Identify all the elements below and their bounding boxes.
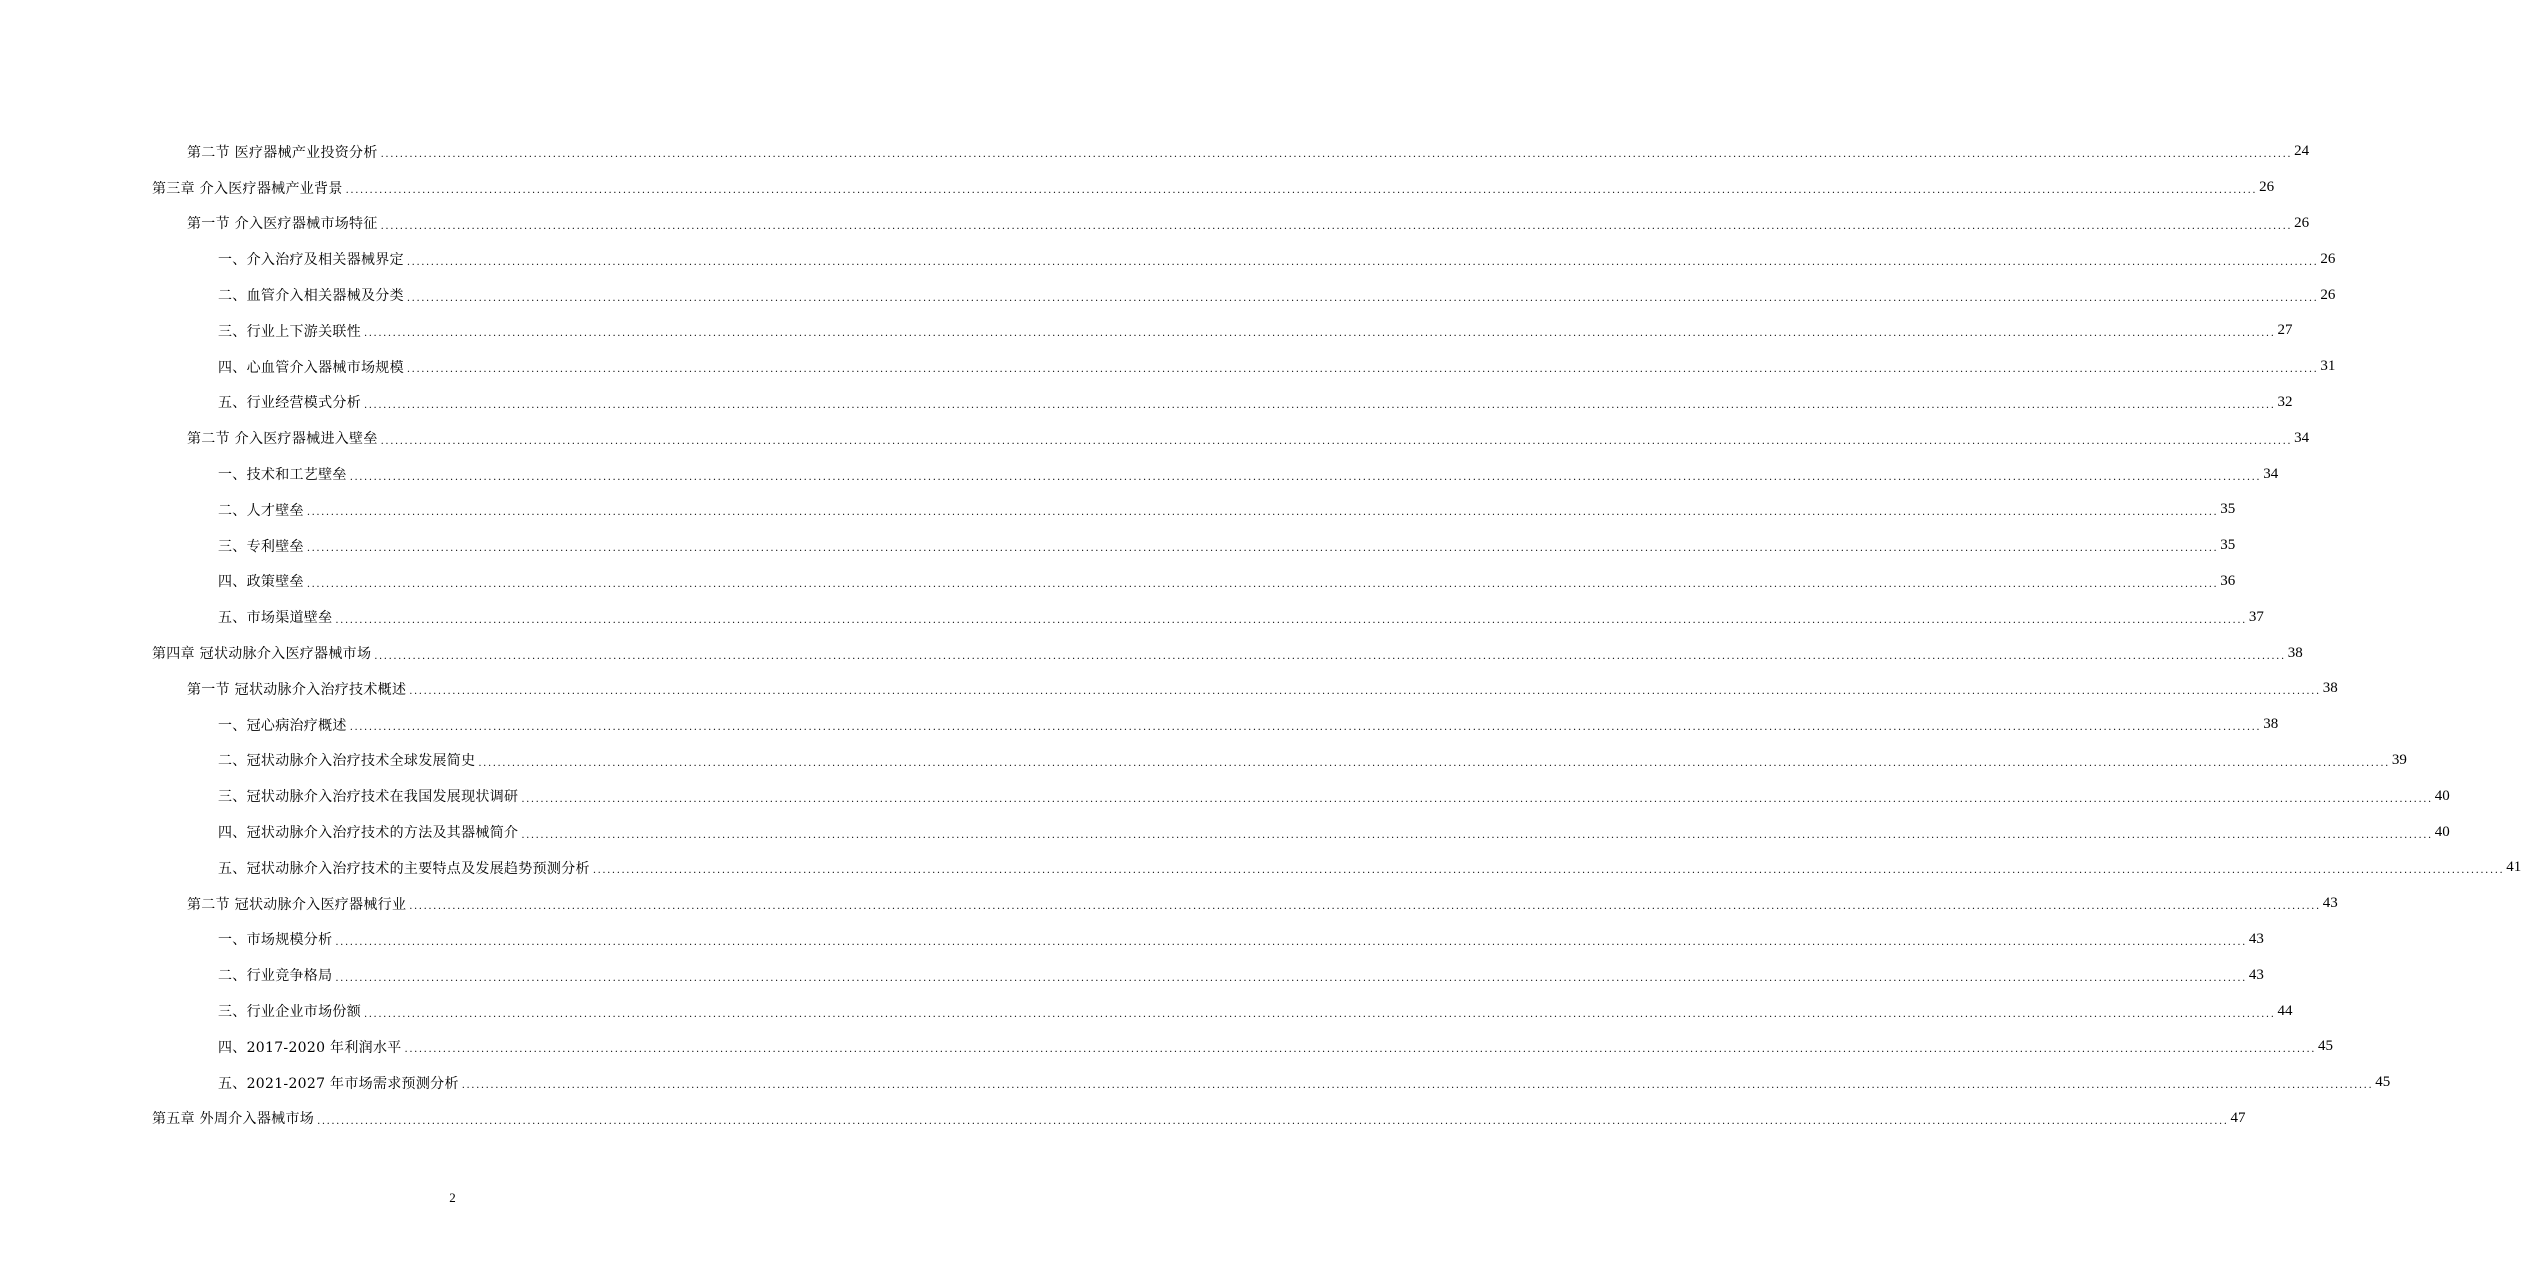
toc-entry[interactable] (0, 743, 2407, 779)
toc-entry-title: 四、冠状动脉介入治疗技术的方法及其器械简介 (218, 825, 519, 842)
toc-leader-dots: ................................................................................................................................................................................................................................................................................................................................................................................................................ (306, 507, 2219, 519)
toc-entry-page: 34 (2294, 429, 2310, 446)
toc-entry-title: 一、技术和工艺壁垒 (218, 467, 347, 484)
toc-entry-page: 37 (2248, 608, 2264, 625)
toc-leader-dots: ................................................................................................................................................................................................................................................................................................................................................................................................................ (521, 829, 2433, 841)
toc-entry[interactable] (0, 206, 2310, 242)
toc-entry-page: 24 (2294, 143, 2310, 160)
toc-entry-title: 第二节 医疗器械产业投资分析 (187, 144, 378, 161)
toc-entry-title: 一、市场规模分析 (218, 932, 333, 949)
toc-leader-dots: ................................................................................................................................................................................................................................................................................................................................................................................................................ (380, 435, 2293, 447)
toc-entry[interactable] (0, 1065, 2391, 1101)
toc-entry-page: 26 (2320, 286, 2336, 303)
toc-entry-page: 31 (2320, 358, 2336, 375)
toc-entry-page: 40 (2434, 787, 2450, 804)
toc-entry[interactable] (0, 492, 2236, 528)
toc-entry-title: 三、专利壁垒 (218, 538, 304, 555)
toc-leader-dots: ................................................................................................................................................................................................................................................................................................................................................................................................................ (406, 256, 2319, 268)
toc-entry-page: 40 (2434, 823, 2450, 840)
toc-entry-title: 二、行业竞争格局 (218, 968, 333, 985)
toc-entry-page: 45 (2318, 1038, 2334, 1055)
toc-entry-title: 四、政策壁垒 (218, 574, 304, 591)
toc-entry-page: 32 (2277, 393, 2293, 410)
toc-entry[interactable] (0, 1029, 2334, 1065)
toc-entry[interactable] (0, 170, 2275, 206)
toc-leader-dots: ................................................................................................................................................................................................................................................................................................................................................................................................................ (478, 757, 2390, 769)
toc-leader-dots: ................................................................................................................................................................................................................................................................................................................................................................................................................ (317, 1115, 2229, 1127)
toc-entry-page: 38 (2287, 644, 2303, 661)
toc-entry[interactable] (0, 850, 2521, 886)
toc-entry[interactable] (0, 599, 2264, 635)
toc-entry[interactable] (0, 886, 2338, 922)
toc-entry[interactable] (0, 1101, 2246, 1137)
toc-leader-dots: ................................................................................................................................................................................................................................................................................................................................................................................................................ (335, 614, 2247, 626)
toc-entry-title: 二、冠状动脉介入治疗技术全球发展简史 (218, 753, 476, 770)
toc-leader-dots: ................................................................................................................................................................................................................................................................................................................................................................................................................ (521, 793, 2433, 805)
toc-entry[interactable] (0, 420, 2310, 456)
toc-entry-page: 26 (2320, 250, 2336, 267)
toc-leader-dots: ................................................................................................................................................................................................................................................................................................................................................................................................................ (345, 185, 2258, 197)
toc-entry[interactable] (0, 385, 2293, 421)
toc-entry-title: 第五章 外周介入器械市场 (152, 1111, 315, 1128)
toc-leader-dots: ................................................................................................................................................................................................................................................................................................................................................................................................................ (404, 1044, 2317, 1056)
toc-entry-page: 41 (2506, 859, 2521, 876)
toc-entry-title: 第四章 冠状动脉介入医疗器械市场 (152, 646, 372, 663)
toc-entry-page: 39 (2391, 751, 2407, 768)
toc-leader-dots: ................................................................................................................................................................................................................................................................................................................................................................................................................ (406, 364, 2319, 376)
toc-leader-dots: ................................................................................................................................................................................................................................................................................................................................................................................................................ (364, 399, 2276, 411)
toc-entry-page: 34 (2263, 465, 2279, 482)
toc-entry[interactable] (0, 635, 2303, 671)
toc-entry-page: 35 (2220, 537, 2236, 554)
toc-leader-dots: ................................................................................................................................................................................................................................................................................................................................................................................................................ (306, 543, 2219, 555)
toc-entry-title: 五、市场渠道壁垒 (218, 610, 333, 627)
toc-leader-dots: ................................................................................................................................................................................................................................................................................................................................................................................................................ (335, 936, 2247, 948)
toc-leader-dots: ................................................................................................................................................................................................................................................................................................................................................................................................................ (374, 650, 2286, 662)
toc-entry-page: 27 (2277, 322, 2293, 339)
toc-entry-page: 38 (2263, 716, 2279, 733)
toc-entry[interactable] (0, 528, 2236, 564)
toc-entry-title: 二、血管介入相关器械及分类 (218, 288, 404, 305)
toc-entry-page: 36 (2220, 572, 2236, 589)
toc-leader-dots: ................................................................................................................................................................................................................................................................................................................................................................................................................ (380, 149, 2293, 161)
toc-entry[interactable] (0, 993, 2293, 1029)
toc-entry-title: 五、冠状动脉介入治疗技术的主要特点及发展趋势预测分析 (218, 860, 590, 877)
toc-entry-title: 三、行业上下游关联性 (218, 323, 361, 340)
toc-entry[interactable] (0, 778, 2450, 814)
toc-leader-dots: ................................................................................................................................................................................................................................................................................................................................................................................................................ (461, 1080, 2374, 1092)
toc-entry-page: 43 (2248, 930, 2264, 947)
toc-entry[interactable] (0, 707, 2279, 743)
toc-leader-dots: ................................................................................................................................................................................................................................................................................................................................................................................................................ (380, 220, 2293, 232)
toc-entry-title: 一、冠心病治疗概述 (218, 717, 347, 734)
toc-entry[interactable] (0, 922, 2264, 958)
toc-leader-dots: ................................................................................................................................................................................................................................................................................................................................................................................................................ (592, 865, 2505, 877)
toc-entry-title: 四、2017-2020 年利润水平 (218, 1039, 402, 1056)
toc-entry-title: 第二节 冠状动脉介入医疗器械行业 (187, 896, 407, 913)
toc-leader-dots: ................................................................................................................................................................................................................................................................................................................................................................................................................ (306, 578, 2219, 590)
toc-entry-title: 一、介入治疗及相关器械界定 (218, 252, 404, 269)
toc-entry-page: 26 (2259, 179, 2275, 196)
page-number: 2 (449, 1190, 456, 1205)
toc-leader-dots: ................................................................................................................................................................................................................................................................................................................................................................................................................ (364, 1008, 2276, 1020)
toc-entry-title: 第一节 冠状动脉介入治疗技术概述 (187, 681, 407, 698)
toc-leader-dots: ................................................................................................................................................................................................................................................................................................................................................................................................................ (349, 471, 2262, 483)
toc-entry[interactable] (0, 277, 2336, 313)
toc-leader-dots: ................................................................................................................................................................................................................................................................................................................................................................................................................ (335, 972, 2247, 984)
toc-entry-title: 第三章 介入医疗器械产业背景 (152, 180, 343, 197)
toc-entry[interactable] (0, 134, 2310, 170)
toc-leader-dots: ................................................................................................................................................................................................................................................................................................................................................................................................................ (409, 901, 2321, 913)
toc-entry-page: 43 (2248, 966, 2264, 983)
toc-entry[interactable] (0, 241, 2336, 277)
toc-entry-title: 五、行业经营模式分析 (218, 395, 361, 412)
toc-leader-dots: ................................................................................................................................................................................................................................................................................................................................................................................................................ (349, 722, 2262, 734)
toc-entry-title: 三、行业企业市场份额 (218, 1004, 361, 1021)
toc-entry[interactable] (0, 564, 2236, 600)
toc-entry-page: 43 (2322, 895, 2338, 912)
toc-leader-dots: ................................................................................................................................................................................................................................................................................................................................................................................................................ (364, 328, 2276, 340)
toc-entry-title: 四、心血管介入器械市场规模 (218, 359, 404, 376)
toc-entry-title: 第一节 介入医疗器械市场特征 (187, 216, 378, 233)
toc-entry-page: 38 (2322, 680, 2338, 697)
toc-entry-title: 三、冠状动脉介入治疗技术在我国发展现状调研 (218, 789, 519, 806)
toc-entry[interactable] (0, 349, 2336, 385)
toc-entry[interactable] (0, 957, 2264, 993)
toc-entry[interactable] (0, 456, 2279, 492)
toc-entry[interactable] (0, 814, 2450, 850)
toc-entry-page: 35 (2220, 501, 2236, 518)
toc-entry-title: 第二节 介入医疗器械进入壁垒 (187, 431, 378, 448)
toc-entry-title: 二、人才壁垒 (218, 502, 304, 519)
toc-entry-page: 26 (2294, 214, 2310, 231)
toc-entry-title: 五、2021-2027 年市场需求预测分析 (218, 1075, 459, 1092)
toc-entry-page: 44 (2277, 1002, 2293, 1019)
toc-entry[interactable] (0, 671, 2338, 707)
table-of-contents (0, 134, 2521, 1136)
toc-leader-dots: ................................................................................................................................................................................................................................................................................................................................................................................................................ (406, 292, 2319, 304)
toc-entry-page: 47 (2230, 1109, 2246, 1126)
toc-entry-page: 45 (2375, 1074, 2391, 1091)
toc-entry[interactable] (0, 313, 2293, 349)
toc-leader-dots: ................................................................................................................................................................................................................................................................................................................................................................................................................ (409, 686, 2321, 698)
